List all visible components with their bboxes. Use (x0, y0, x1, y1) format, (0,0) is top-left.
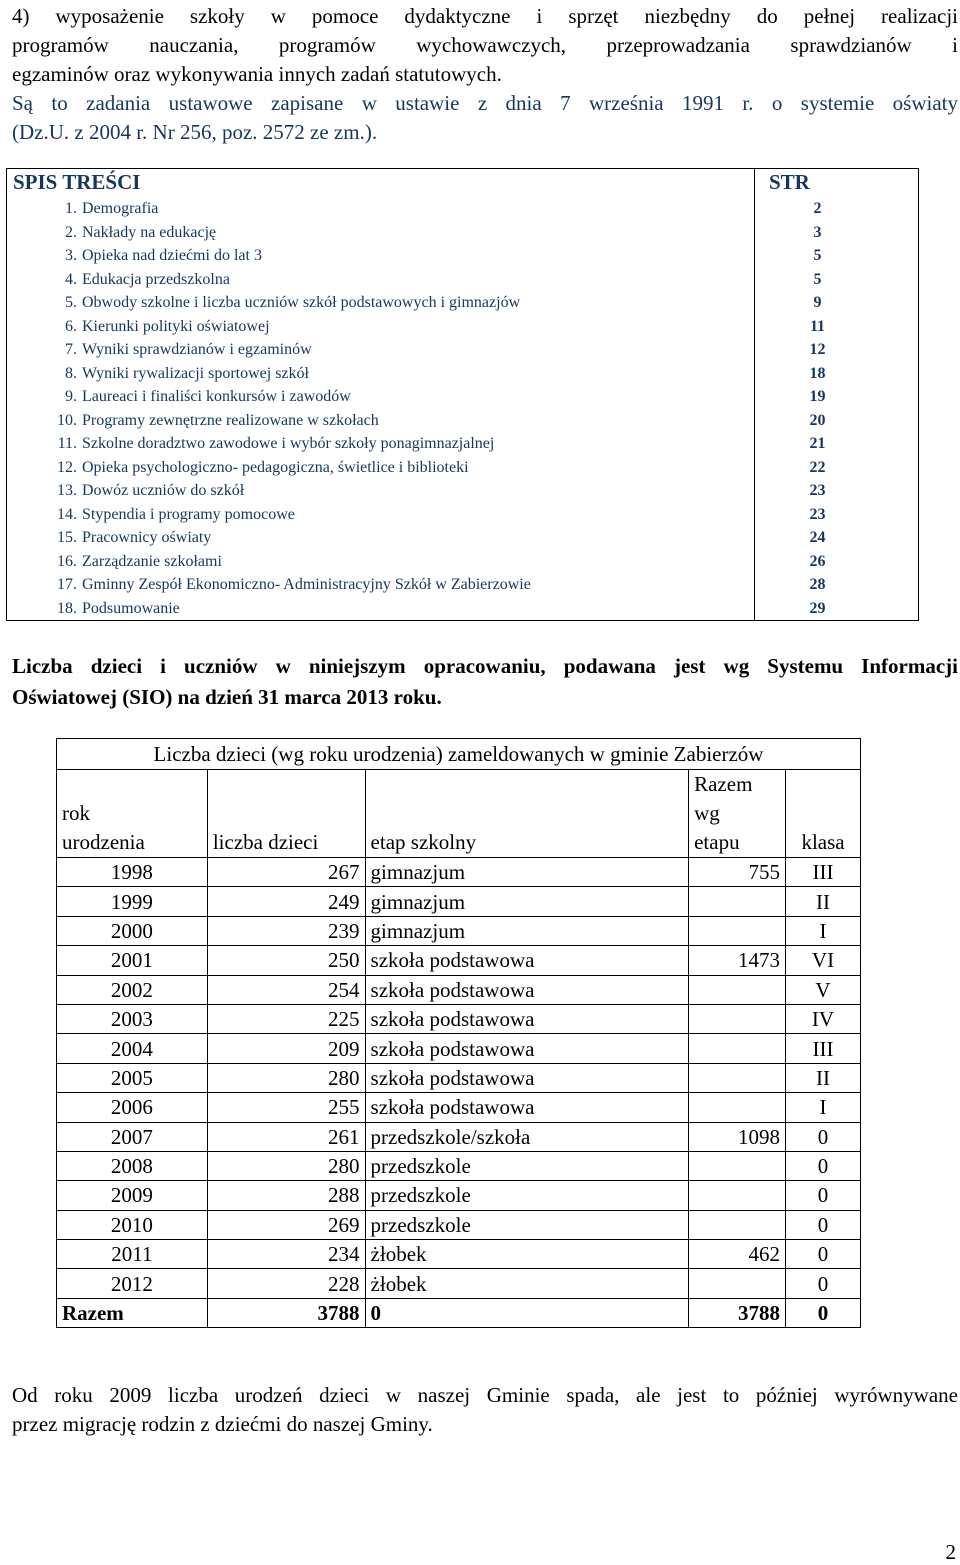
cell-year: Razem (57, 1298, 208, 1327)
cell-total (689, 1151, 786, 1180)
cell-year: 2005 (57, 1063, 208, 1092)
intro-line: Są to zadania ustawowe zapisane w ustawie z dnia 7 września 1991 r. o systemie oświaty (12, 91, 958, 115)
note-line: Liczba dzieci i uczniów w niniejszym opracowaniu, podawana jest wg Systemu Informacji (12, 654, 958, 678)
toc-entry-page: 21 (755, 432, 919, 456)
toc-entry-number: 15. (57, 529, 77, 546)
table-row (57, 1004, 861, 1033)
table-title: Liczba dzieci (wg roku urodzenia) zameldowanych w gminie Zabierzów (57, 739, 861, 770)
cell-year: 2004 (57, 1034, 208, 1063)
toc-header-row (7, 169, 919, 198)
cell-class: I (786, 916, 861, 945)
table-row (57, 887, 861, 916)
toc-entry (7, 244, 919, 268)
header-class: klasa (786, 770, 861, 858)
toc-entry (7, 597, 919, 621)
cell-children: 261 (207, 1122, 365, 1151)
cell-total (689, 1063, 786, 1092)
toc-entry (7, 456, 919, 480)
toc-entry (7, 550, 919, 574)
cell-children: 254 (207, 975, 365, 1004)
toc-entry (7, 268, 919, 292)
cell-year: 2003 (57, 1004, 208, 1033)
toc-entry (7, 362, 919, 386)
toc-entry-number: 5. (65, 294, 77, 311)
cell-stage: przedszkole (365, 1210, 689, 1239)
table-title-row (57, 739, 861, 770)
toc-entry-label: Podsumowanie (82, 599, 180, 617)
cell-total: 1473 (689, 946, 786, 975)
toc-entry-label: Opieka psychologiczno- pedagogiczna, świetlice i biblioteki (82, 458, 469, 476)
cell-year: 2002 (57, 975, 208, 1004)
cell-stage: szkoła podstawowa (365, 946, 689, 975)
cell-total (689, 1181, 786, 1210)
cell-stage: szkoła podstawowa (365, 1093, 689, 1122)
cell-total (689, 975, 786, 1004)
toc-entry (7, 221, 919, 245)
toc-entry-label: Laureaci i finaliści konkursów i zawodów (82, 388, 351, 405)
cell-children: 228 (207, 1269, 365, 1298)
table-of-contents (6, 168, 919, 621)
table-row (57, 916, 861, 945)
cell-children: 269 (207, 1210, 365, 1239)
intro-line: egzaminów oraz wykonywania innych zadań statutowych. (12, 62, 502, 86)
table-row (57, 1181, 861, 1210)
cell-children: 255 (207, 1093, 365, 1122)
cell-year: 2006 (57, 1093, 208, 1122)
table-row (57, 1240, 861, 1269)
toc-entry-page: 23 (755, 503, 919, 527)
cell-year: 2000 (57, 916, 208, 945)
cell-children: 239 (207, 916, 365, 945)
note-line: Oświatowej (SIO) na dzień 31 marca 2013 roku. (12, 685, 442, 709)
toc-entry-label: Zarządzanie szkołami (82, 552, 222, 570)
cell-year: 2011 (57, 1240, 208, 1269)
cell-class: V (786, 975, 861, 1004)
cell-stage: przedszkole (365, 1151, 689, 1180)
cell-total (689, 916, 786, 945)
toc-entry-number: 10. (57, 411, 77, 429)
intro-line: 4) wyposażenie szkoły w pomoce dydaktyczne i sprzęt niezbędny do pełnej realizacji (12, 4, 958, 28)
cell-stage: żłobek (365, 1240, 689, 1269)
table-row (57, 1034, 861, 1063)
cell-class: VI (786, 946, 861, 975)
intro-paragraph (12, 2, 958, 147)
toc-entry-number: 4. (65, 270, 77, 288)
toc-entry-page: 19 (755, 385, 919, 409)
cell-year: 2008 (57, 1151, 208, 1180)
table-row (57, 1093, 861, 1122)
page-number: 2 (945, 1540, 956, 1564)
cell-year: 2001 (57, 946, 208, 975)
toc-entry-number: 6. (65, 317, 77, 335)
toc-entry-page: 12 (755, 338, 919, 362)
toc-entry-label: Kierunki polityki oświatowej (82, 317, 270, 335)
toc-entry-label: Szkolne doradztwo zawodowe i wybór szkoły ponagimnazjalnej (82, 435, 495, 452)
table-header-row (57, 770, 861, 858)
cell-total: 462 (689, 1240, 786, 1269)
toc-entry-page: 3 (755, 221, 919, 245)
toc-entry-number: 3. (65, 247, 77, 264)
cell-children: 280 (207, 1063, 365, 1092)
table-row (57, 1210, 861, 1239)
cell-stage: szkoła podstawowa (365, 975, 689, 1004)
cell-total (689, 1034, 786, 1063)
table-row (57, 1151, 861, 1180)
cell-children: 3788 (207, 1298, 365, 1327)
toc-entry-page: 18 (755, 362, 919, 386)
cell-class: II (786, 887, 861, 916)
cell-year: 1999 (57, 887, 208, 916)
cell-children: 267 (207, 858, 365, 887)
toc-entry-number: 9. (65, 388, 77, 405)
cell-stage: przedszkole/szkoła (365, 1122, 689, 1151)
toc-entry-number: 16. (57, 552, 77, 570)
toc-entry-label: Obwody szkolne i liczba uczniów szkół podstawowych i gimnazjów (82, 294, 521, 311)
cell-children: 225 (207, 1004, 365, 1033)
toc-entry-number: 18. (57, 599, 77, 617)
toc-entry-label: Programy zewnętrzne realizowane w szkołach (82, 411, 379, 429)
cell-class: I (786, 1093, 861, 1122)
header-year: rok urodzenia (57, 770, 208, 858)
cell-year: 2012 (57, 1269, 208, 1298)
cell-stage: gimnazjum (365, 858, 689, 887)
toc-entry-label: Opieka nad dziećmi do lat 3 (82, 247, 262, 264)
cell-total (689, 1004, 786, 1033)
cell-stage: szkoła podstawowa (365, 1004, 689, 1033)
cell-total (689, 887, 786, 916)
cell-year: 2010 (57, 1210, 208, 1239)
toc-entry-label: Demografia (82, 200, 159, 217)
cell-total: 1098 (689, 1122, 786, 1151)
cell-class: III (786, 858, 861, 887)
toc-entry-label: Pracownicy oświaty (82, 529, 212, 546)
cell-children: 288 (207, 1181, 365, 1210)
toc-entry-label: Dowóz uczniów do szkół (82, 482, 245, 499)
toc-entry-page: 23 (755, 479, 919, 503)
outro-line: przez migrację rodzin z dziećmi do naszej Gminy. (12, 1412, 433, 1436)
cell-children: 234 (207, 1240, 365, 1269)
cell-stage: 0 (365, 1298, 689, 1327)
cell-total: 755 (689, 858, 786, 887)
toc-entry-page: 9 (755, 291, 919, 315)
toc-entry-number: 1. (65, 200, 77, 217)
cell-class: 0 (786, 1298, 861, 1327)
cell-class: 0 (786, 1122, 861, 1151)
toc-entry-number: 7. (65, 341, 77, 358)
table-row (57, 1063, 861, 1092)
cell-class: III (786, 1034, 861, 1063)
toc-entry-label: Nakłady na edukację (82, 223, 217, 241)
header-total: Razem wg etapu (689, 770, 786, 858)
toc-entry-number: 8. (65, 364, 77, 382)
closing-paragraph (12, 1381, 958, 1439)
toc-page-header: STR (755, 169, 919, 198)
cell-year: 2009 (57, 1181, 208, 1210)
toc-entry (7, 315, 919, 339)
toc-entry-page: 20 (755, 409, 919, 433)
toc-entry (7, 526, 919, 550)
toc-entry-page: 5 (755, 268, 919, 292)
toc-entry (7, 432, 919, 456)
outro-line: Od roku 2009 liczba urodzeń dzieci w naszej Gminie spada, ale jest to później wyrównywane (12, 1383, 958, 1407)
toc-entry-label: Wyniki rywalizacji sportowej szkół (82, 364, 309, 382)
births-table (56, 738, 861, 1328)
intro-line: (Dz.U. z 2004 r. Nr 256, poz. 2572 ze zm.). (12, 120, 378, 144)
cell-children: 250 (207, 946, 365, 975)
cell-total (689, 1269, 786, 1298)
toc-entry-page: 11 (755, 315, 919, 339)
table-row (57, 975, 861, 1004)
cell-class: IV (786, 1004, 861, 1033)
cell-stage: przedszkole (365, 1181, 689, 1210)
toc-entry-number: 11. (57, 435, 77, 452)
cell-class: 0 (786, 1210, 861, 1239)
cell-class: 0 (786, 1151, 861, 1180)
toc-entry (7, 291, 919, 315)
cell-stage: szkoła podstawowa (365, 1063, 689, 1092)
toc-entry-page: 24 (755, 526, 919, 550)
cell-stage: gimnazjum (365, 916, 689, 945)
toc-entry-number: 17. (57, 576, 77, 593)
toc-entry-page: 22 (755, 456, 919, 480)
cell-class: 0 (786, 1269, 861, 1298)
data-source-note (12, 651, 958, 713)
cell-children: 249 (207, 887, 365, 916)
toc-entry-label: Gminny Zespół Ekonomiczno- Administracyjny Szkół w Zabierzowie (82, 576, 531, 593)
toc-entry-page: 5 (755, 244, 919, 268)
cell-year: 2007 (57, 1122, 208, 1151)
cell-class: 0 (786, 1181, 861, 1210)
table-row (57, 1122, 861, 1151)
toc-entry (7, 385, 919, 409)
table-row (57, 1269, 861, 1298)
table-row (57, 858, 861, 887)
cell-stage: żłobek (365, 1269, 689, 1298)
intro-line: programów nauczania, programów wychowawczych, przeprowadzania sprawdzianów i (12, 33, 958, 57)
cell-stage: gimnazjum (365, 887, 689, 916)
toc-entry-label: Edukacja przedszkolna (82, 270, 230, 288)
cell-year: 1998 (57, 858, 208, 887)
cell-stage: szkoła podstawowa (365, 1034, 689, 1063)
toc-entry (7, 573, 919, 597)
toc-entry (7, 197, 919, 221)
cell-class: 0 (786, 1240, 861, 1269)
table-row (57, 946, 861, 975)
toc-entry (7, 503, 919, 527)
toc-entry-page: 2 (755, 197, 919, 221)
toc-entry-number: 14. (57, 505, 77, 523)
toc-title: SPIS TREŚCI (13, 170, 141, 195)
summary-row (57, 1298, 861, 1327)
toc-entry (7, 409, 919, 433)
toc-entry-number: 12. (57, 458, 77, 476)
toc-entry-number: 2. (65, 223, 77, 241)
toc-entry-number: 13. (57, 482, 77, 499)
cell-total (689, 1210, 786, 1239)
toc-entry (7, 338, 919, 362)
toc-entry-label: Wyniki sprawdzianów i egzaminów (82, 341, 312, 358)
toc-entry (7, 479, 919, 503)
cell-total: 3788 (689, 1298, 786, 1327)
header-children: liczba dzieci (207, 770, 365, 858)
toc-entry-page: 28 (755, 573, 919, 597)
cell-total (689, 1093, 786, 1122)
cell-children: 209 (207, 1034, 365, 1063)
header-stage: etap szkolny (365, 770, 689, 858)
cell-children: 280 (207, 1151, 365, 1180)
toc-entry-label: Stypendia i programy pomocowe (82, 505, 295, 523)
toc-entry-page: 26 (755, 550, 919, 574)
toc-entry-page: 29 (755, 597, 919, 621)
cell-class: II (786, 1063, 861, 1092)
